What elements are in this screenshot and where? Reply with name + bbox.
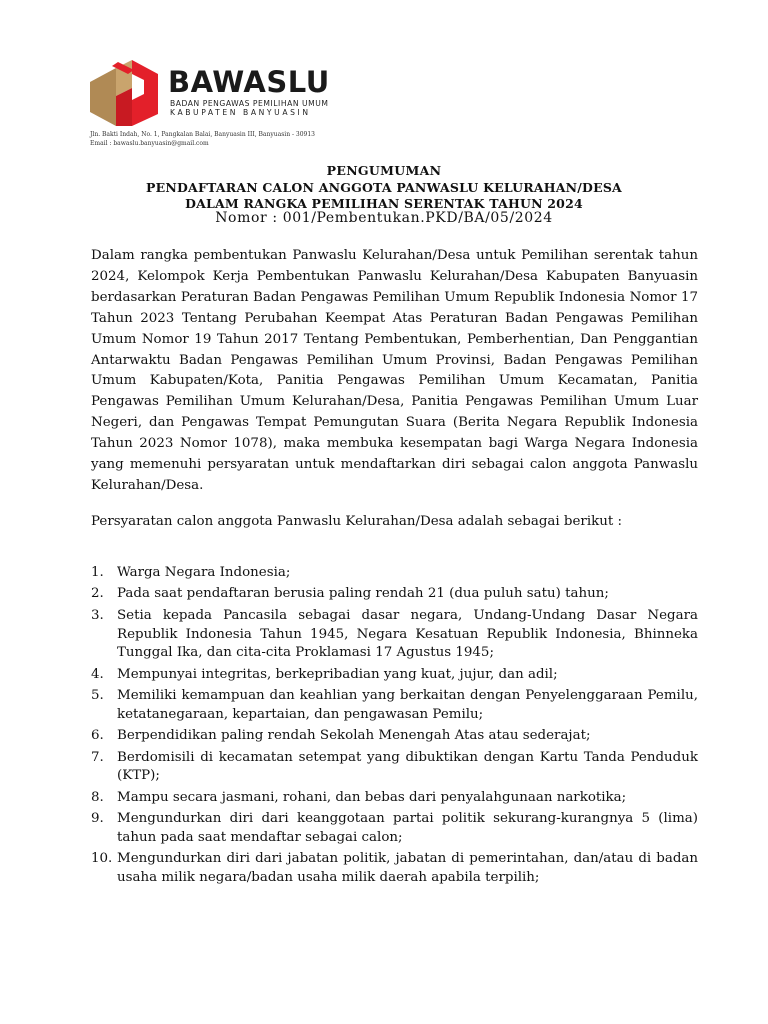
list-item-number: 4. (91, 666, 104, 682)
announcement-title-line3: DALAM RANGKA PEMILIHAN SERENTAK TAHUN 2024 (185, 196, 583, 211)
list-item (91, 564, 698, 583)
list-item (91, 727, 698, 746)
list-item (91, 607, 698, 664)
list-item (91, 789, 698, 808)
list-item (91, 850, 698, 888)
list-item-number: 7. (91, 749, 104, 765)
list-item-number: 3. (91, 607, 104, 623)
list-item-number: 8. (91, 789, 104, 805)
bawaslu-logo-icon (88, 58, 160, 126)
list-item-text: Mengundurkan diri dari jabatan politik, jabatan di pemerintahan, dan/atau di badan usaha milik negara/badan usaha milik daerah apabila terpilih; (117, 851, 698, 886)
list-item (91, 810, 698, 848)
list-item (91, 666, 698, 685)
list-item-number: 10. (91, 851, 113, 867)
list-item-number: 2. (91, 586, 104, 602)
list-item-text: Mengundurkan diri dari keanggotaan partai politik sekurang-kurangnya 5 (lima) tahun pada saat mendaftar sebagai calon; (117, 811, 698, 845)
list-item-text: Memiliki kemampuan dan keahlian yang berkaitan dengan Penyelenggaraan Pemilu, ketatanegaraan, kepartaian, dan pengawasan Pemilu; (117, 688, 698, 722)
list-item-number: 6. (91, 728, 104, 744)
logo-gold-left-face (90, 68, 116, 126)
letterhead-address-block (90, 130, 315, 148)
list-item-text: Mampu secara jasmani, rohani, dan bebas dari penyalahgunaan narkotika; (117, 789, 627, 805)
list-item-text: Berdomisili di kecamatan setempat yang dibuktikan dengan Kartu Tanda Penduduk (KTP); (117, 749, 698, 784)
list-item-number: 1. (91, 565, 104, 580)
list-item-text: Warga Negara Indonesia; (117, 565, 291, 580)
letterhead-email: Email : bawaslu.banyuasin@gmail.com (90, 140, 209, 147)
announcement-heading: PENGUMUMAN (326, 163, 442, 178)
brand-subtitle-line1: BADAN PENGAWAS PEMILIHAN UMUM (170, 99, 329, 108)
list-item-text: Mempunyai integritas, berkepribadian yang kuat, jujur, dan adil; (117, 666, 558, 682)
brand-name: BAWASLU (168, 65, 330, 99)
announcement-title-line2: PENDAFTARAN CALON ANGGOTA PANWASLU KELURAHAN/DESA (146, 180, 622, 195)
announcement-number: Nomor : 001/Pembentukan.PKD/BA/05/2024 (215, 210, 553, 226)
requirements-lead: Persyaratan calon anggota Panwaslu Kelurahan/Desa adalah sebagai berikut : (91, 514, 622, 529)
list-item (91, 687, 698, 725)
list-item (91, 585, 698, 604)
requirements-list (91, 564, 698, 890)
letterhead-address: Jln. Bakti Indah, No. 1, Pangkalan Balai, Banyuasin III, Banyuasin - 30913 (90, 131, 315, 138)
list-item-text: Pada saat pendaftaran berusia paling rendah 21 (dua puluh satu) tahun; (117, 586, 609, 602)
list-item-number: 9. (91, 811, 104, 826)
list-item-text: Berpendidikan paling rendah Sekolah Menengah Atas atau sederajat; (117, 728, 591, 744)
list-item-number: 5. (91, 688, 104, 703)
list-item (91, 749, 698, 787)
intro-paragraph: Dalam rangka pembentukan Panwaslu Kelurahan/Desa untuk Pemilihan serentak tahun 2024, Kelompok Kerja Pembentukan Panwaslu Kelurahan/Desa Kabupaten Banyuasin berdasarkan Peraturan Badan Pengawas Pemilihan Umum Republik Indonesia Nomor 17 Tahun 2023 Tentang Perubahan Keempat Atas Peraturan Badan Pengawas Pemilihan Umum Nomor 19 Tahun 2017 Tentang Pembentukan, Pemberhentian, Dan Penggantian Antarwaktu Badan Pengawas Pemilihan Umum Provinsi, Badan Pengawas Pemilihan Umum Kabupaten/Kota, Panitia Pengawas Pemilihan Umum Kecamatan, Panitia Pengawas Pemilihan Umum Kelurahan/Desa, Panitia Pengawas Pemilihan Umum Luar Negeri, dan Pengawas Tempat Pemungutan Suara (Berita Negara Republik Indonesia Tahun 2023 Nomor 1078), maka membuka kesempatan bagi Warga Negara Indonesia yang memenuhi persyaratan untuk mendaftarkan diri sebagai calon anggota Panwaslu Kelurahan/Desa. (91, 248, 698, 493)
logo-red-right-face (132, 60, 158, 126)
list-item-text: Setia kepada Pancasila sebagai dasar negara, Undang-Undang Dasar Negara Republik Indonesia Tahun 1945, Negara Kesatuan Republik Indonesia, Bhinneka Tunggal Ika, dan cita-cita Proklamasi 17 Agustus 1945; (117, 607, 698, 661)
brand-subtitle-line2: KABUPATEN BANYUASIN (170, 108, 311, 117)
